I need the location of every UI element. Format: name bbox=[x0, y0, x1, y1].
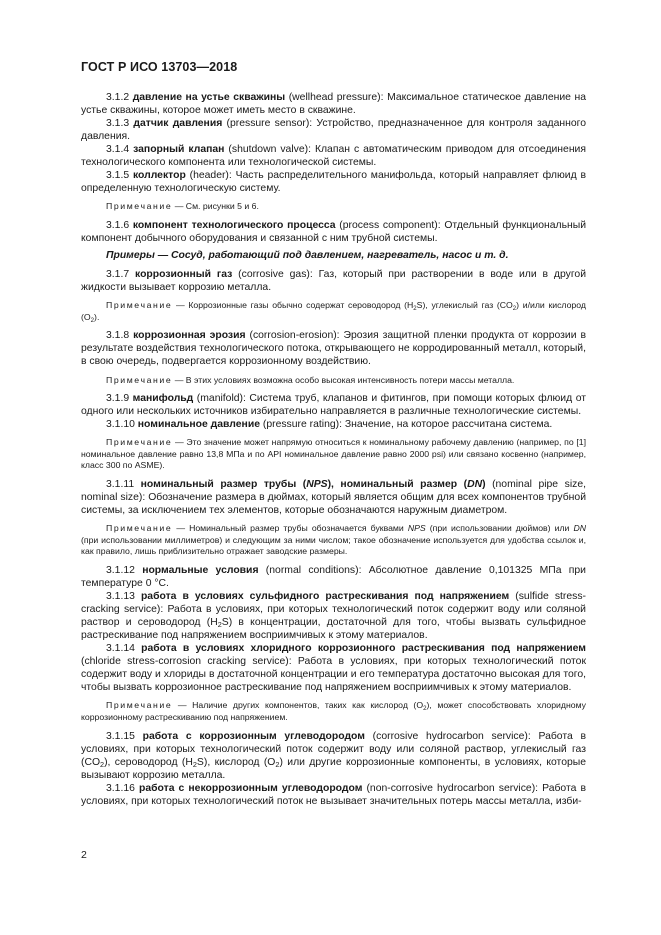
note-3-1-7 bbox=[81, 300, 586, 323]
term-definition: (sulfide stress-cracking service): Работа в условиях, при которых технологический поток содержит воду или соляной раствор и сероводород (H bbox=[81, 591, 586, 629]
term-name: давление на устье скважины bbox=[132, 92, 286, 103]
note-text: (при использовании миллиметров) и следующим за ними числом; такое обозначение используется для удобства ссылок и, как правило, лишь приблизительно отражает заводские размеры. bbox=[81, 534, 586, 557]
term-definition: (normal conditions): Абсолютное давление 0,101325 МПа при температуре 0 °С. bbox=[81, 564, 586, 590]
note-text: — В этих условиях возможна особо высокая интенсивность потери массы металла. bbox=[172, 374, 515, 385]
term-definition: (corrosion-erosion): Эрозия защитной пленки продукта от коррозии в результате воздействия технологического потока, открывающего не корродированный металл, который, в свою очередь, подвергается коррозионному воздействию. bbox=[81, 330, 586, 368]
term-number: 3.1.11 bbox=[106, 479, 135, 491]
term-number: 3.1.9 bbox=[106, 393, 130, 405]
note-3-1-11 bbox=[81, 523, 586, 558]
term-3-1-11 bbox=[81, 478, 586, 517]
term-definition: S) в концентрации, достаточной для того, чтобы вызвать сульфидное растрескивание под напряжением восприимчивых к этому материалов. bbox=[81, 617, 587, 642]
term-number: 3.1.16 bbox=[106, 782, 135, 794]
term-name: запорный клапан bbox=[133, 144, 225, 156]
term-name: коллектор bbox=[132, 170, 186, 182]
term-abbrev-dn: DN bbox=[467, 479, 483, 491]
term-3-1-12 bbox=[81, 564, 586, 590]
term-3-1-5 bbox=[81, 169, 586, 195]
term-number: 3.1.12 bbox=[106, 564, 135, 576]
subscript: 2 bbox=[275, 759, 280, 769]
subscript: 2 bbox=[192, 759, 197, 769]
subscript: 2 bbox=[90, 316, 95, 324]
term-name: номинальное давление bbox=[137, 419, 260, 431]
term-3-1-4 bbox=[81, 143, 586, 169]
example-text: — Сосуд, работающий под давлением, нагреватель, насос и т. д. bbox=[154, 250, 509, 262]
note-label: Примечание bbox=[106, 300, 173, 311]
term-number: 3.1.6 bbox=[106, 219, 130, 231]
term-name: коррозионный газ bbox=[135, 269, 233, 281]
term-3-1-2 bbox=[81, 91, 586, 117]
term-definition: ) или другие коррозионные компоненты, в условиях, которые вызывают коррозию металла. bbox=[81, 756, 586, 781]
note-text: — См. рисунки 5 и 6. bbox=[172, 201, 259, 212]
note-3-1-14 bbox=[81, 700, 586, 723]
term-name: работа с коррозионным углеводородом bbox=[142, 730, 365, 742]
term-3-1-10 bbox=[81, 418, 586, 431]
note-abbrev-nps: NPS bbox=[407, 523, 426, 534]
term-definition: (process component): Отдельный функциональный компонент добычного оборудования и связанной с ним трубной системы. bbox=[81, 219, 587, 245]
document-body bbox=[81, 91, 586, 808]
term-definition: (wellhead pressure): Максимальное статическое давление на устье скважины, которое может иметь место в скважине. bbox=[81, 92, 586, 117]
term-definition: (non-corrosive hydrocarbon service): Работа в условиях, при которых технологический поток не вызывает значительных потерь массы металла, изби- bbox=[81, 782, 586, 807]
term-3-1-3 bbox=[81, 117, 586, 143]
document-header: ГОСТ Р ИСО 13703—2018 bbox=[81, 60, 238, 74]
term-name: работа в условиях сульфидного растрескивания под напряжением bbox=[140, 591, 510, 603]
term-3-1-7 bbox=[81, 268, 586, 294]
note-3-1-5 bbox=[81, 201, 586, 213]
term-definition: (pressure sensor): Устройство, предназначенное для контроля заданного давления. bbox=[81, 118, 586, 143]
term-definition: (corrosive gas): Газ, который при растворении в воде или в другой жидкости вызывает коррозию металла. bbox=[81, 269, 586, 294]
subscript: 2 bbox=[512, 305, 517, 313]
note-text: S), углекислый газ (CO bbox=[416, 300, 513, 311]
note-text: — Наличие других компонентов, таких как кислород (O bbox=[172, 700, 424, 711]
term-name: датчик давления bbox=[133, 118, 223, 130]
term-3-1-8 bbox=[81, 329, 586, 368]
example-3-1-6 bbox=[81, 249, 586, 262]
note-label: Примечание bbox=[106, 523, 173, 534]
term-definition: (shutdown valve): Клапан с автоматическим приводом для отсоединения технологического компонента или технологической системы. bbox=[81, 144, 586, 169]
term-3-1-15 bbox=[81, 730, 586, 782]
term-number: 3.1.4 bbox=[106, 144, 130, 156]
term-3-1-16 bbox=[81, 782, 586, 808]
term-name: компонент технологического процесса bbox=[132, 219, 336, 231]
term-number: 3.1.8 bbox=[106, 330, 130, 342]
note-text: — Номинальный размер трубы обозначается буквами bbox=[172, 523, 408, 534]
term-definition: (nominal pipe size, nominal size): Обозначение размера в дюймах, который является общим для всех компонентов трубной системы, за исключением тех элементов, которые обозначаются наружным диаметром. bbox=[81, 479, 586, 517]
term-definition: S), кислород (O bbox=[196, 756, 276, 768]
term-name: коррозионная эрозия bbox=[133, 330, 246, 342]
subscript: 2 bbox=[100, 759, 105, 769]
note-text: ), может способствовать хлоридному коррозионному растрескиванию под напряжением. bbox=[81, 700, 586, 723]
note-text: — Коррозионные газы обычно содержат сероводород (H bbox=[172, 300, 414, 311]
note-3-1-8 bbox=[81, 375, 586, 387]
term-number: 3.1.5 bbox=[106, 170, 130, 182]
note-label: Примечание bbox=[106, 700, 173, 711]
term-number: 3.1.2 bbox=[106, 92, 130, 103]
note-text: (при использовании дюймов) или bbox=[425, 523, 574, 534]
subscript: 2 bbox=[413, 305, 417, 313]
term-name-part: ), номинальный размер ( bbox=[327, 479, 468, 491]
term-number: 3.1.3 bbox=[106, 118, 130, 130]
page-number: 2 bbox=[81, 849, 87, 861]
note-text: — Это значение может напрямую относиться к номинальному рабочему давлению (например, по [1] номинальное давление равно 13,8 МПа и по API номинальное давление равно 2000 psi) или связано косвенно (например, класс 300 по ASME). bbox=[81, 437, 586, 471]
term-abbrev-nps: NPS bbox=[306, 479, 328, 491]
term-3-1-9 bbox=[81, 392, 586, 418]
note-label: Примечание bbox=[106, 374, 173, 385]
term-definition: (corrosive hydrocarbon service): Работа в условиях, при которых технологический поток содержит воду или соляной раствор, углекислый газ (CO bbox=[81, 730, 587, 768]
note-abbrev-dn: DN bbox=[573, 523, 586, 534]
term-definition: (pressure rating): Значение, на которое рассчитана система. bbox=[259, 419, 553, 431]
term-name: работа с некоррозионным углеводородом bbox=[138, 782, 363, 794]
note-label: Примечание bbox=[106, 437, 173, 448]
term-definition: (header): Часть распределительного манифольда, который направляет флюид в определенную технологическую систему. bbox=[81, 170, 586, 195]
term-3-1-14 bbox=[81, 642, 586, 694]
term-definition: ), сероводород (H bbox=[104, 756, 193, 768]
term-3-1-13 bbox=[81, 590, 586, 642]
term-number: 3.1.14 bbox=[106, 643, 135, 655]
example-label: Примеры bbox=[106, 250, 155, 262]
term-name: нормальные условия bbox=[142, 564, 259, 576]
term-name: манифольд bbox=[132, 393, 194, 405]
term-definition: (chloride stress-corrosion cracking service): Работа в условиях, при которых технологический поток содержит воду и хлориды в достаточной концентрации и его температура достаточно высокая для того, чтобы вызвать коррозионное растрескивание под напряжением восприимчивых к этому материалов. bbox=[81, 656, 586, 694]
term-name-part: номинальный размер трубы ( bbox=[140, 479, 307, 491]
term-number: 3.1.10 bbox=[106, 419, 135, 431]
subscript: 2 bbox=[217, 620, 222, 630]
term-name bbox=[141, 479, 486, 490]
subscript: 2 bbox=[423, 705, 427, 713]
term-number: 3.1.15 bbox=[106, 730, 135, 742]
note-label: Примечание bbox=[106, 201, 173, 212]
term-name: работа в условиях хлоридного коррозионного растрескивания под напряжением bbox=[141, 643, 586, 655]
term-definition: (manifold): Система труб, клапанов и фитингов, при помощи которых флюид от одного или нескольких источников избирательно направляется в различные технологические системы. bbox=[81, 393, 586, 418]
term-3-1-6 bbox=[81, 219, 586, 245]
term-number: 3.1.7 bbox=[106, 269, 130, 281]
note-text: ) и/или кислород (O bbox=[81, 300, 586, 322]
note-text: ). bbox=[94, 311, 100, 322]
note-3-1-10 bbox=[81, 437, 586, 472]
term-name-part: ) bbox=[482, 479, 486, 491]
term-number: 3.1.13 bbox=[106, 591, 135, 603]
